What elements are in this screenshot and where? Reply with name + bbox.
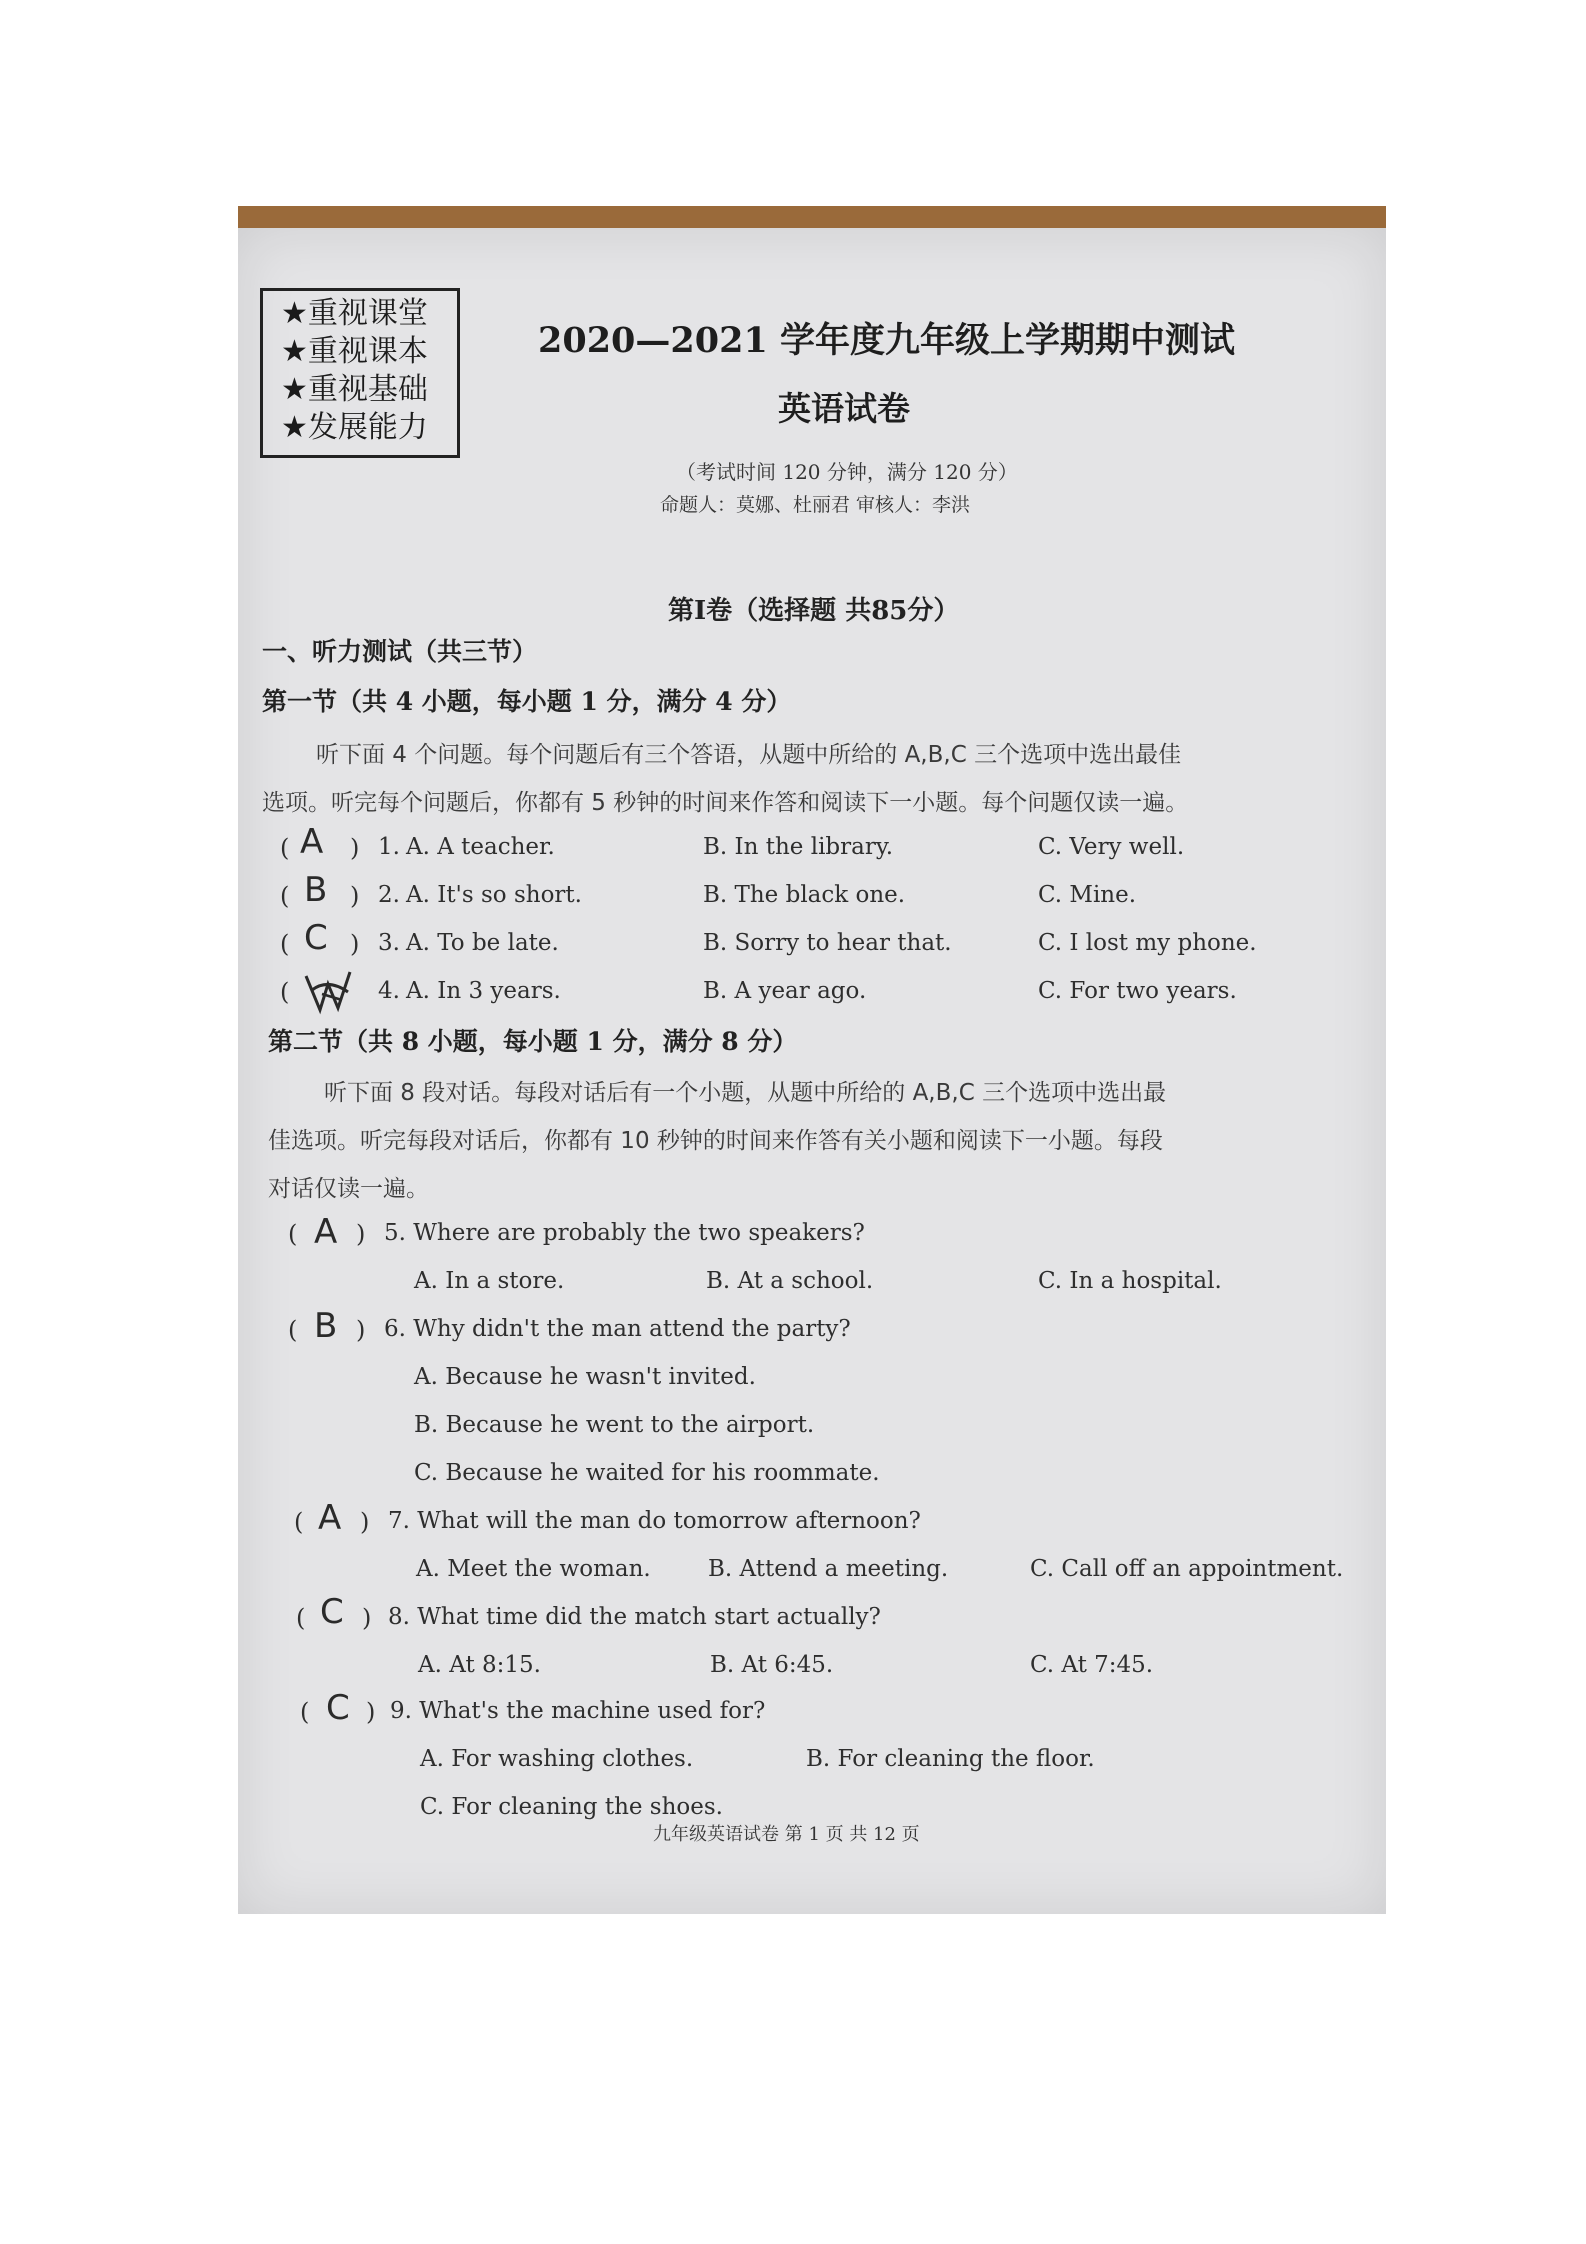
page-footer: 九年级英语试卷 第 1 页 共 12 页 xyxy=(653,1824,920,1845)
paren-open: ( xyxy=(280,882,290,910)
exam-authors: 命题人：莫娜、杜丽君 审核人：李洪 xyxy=(660,494,971,516)
paren-close: ) xyxy=(362,1604,372,1632)
option-c: C. Mine. xyxy=(1038,882,1137,908)
option-a: A. A teacher. xyxy=(406,834,555,860)
paren-open: ( xyxy=(288,1220,298,1248)
exam-paper xyxy=(238,206,1386,1914)
option-b: B. Attend a meeting. xyxy=(708,1556,949,1582)
handwritten-answer: A xyxy=(314,1212,338,1252)
option-c: C. Very well. xyxy=(1038,834,1185,860)
option-c: C. For cleaning the shoes. xyxy=(420,1794,723,1820)
paren-close: ) xyxy=(350,882,360,910)
option-b: B. For cleaning the floor. xyxy=(806,1746,1095,1772)
motto-line: ★重视课堂 xyxy=(281,296,428,331)
paren-close: ) xyxy=(350,834,360,862)
section1-heading: 第一节（共 4 小题，每小题 1 分，满分 4 分） xyxy=(262,687,792,716)
scribbled-answer-mark xyxy=(298,964,358,1018)
paren-close: ) xyxy=(360,1508,370,1536)
handwritten-answer: C xyxy=(326,1688,350,1728)
section-main-heading: 一、听力测试（共三节） xyxy=(262,637,538,666)
question-text: 6. Why didn't the man attend the party? xyxy=(384,1316,851,1342)
paren-open: ( xyxy=(280,834,290,862)
question-number: 3. xyxy=(378,930,400,956)
option-c: C. For two years. xyxy=(1038,978,1237,1004)
paren-open: ( xyxy=(280,978,290,1006)
handwritten-answer: B xyxy=(304,870,328,910)
section2-instruction: 听下面 8 段对话。每段对话后有一个小题，从题中所给的 A,B,C 三个选项中选出最 xyxy=(324,1080,1167,1106)
paren-close: ) xyxy=(350,930,360,958)
motto-line: ★重视课本 xyxy=(281,334,428,369)
option-b: B. Because he went to the airport. xyxy=(414,1412,815,1438)
handwritten-answer: A xyxy=(318,1498,342,1538)
question-number: 1. xyxy=(378,834,400,860)
exam-time-info: （考试时间 120 分钟，满分 120 分） xyxy=(676,460,1018,484)
exam-title: 2020—2021 学年度九年级上学期期中测试 xyxy=(538,320,1236,361)
handwritten-answer: C xyxy=(304,918,328,958)
option-b: B. Sorry to hear that. xyxy=(703,930,952,956)
paren-open: ( xyxy=(296,1604,306,1632)
option-c: C. At 7:45. xyxy=(1030,1652,1154,1678)
part-heading: 第Ⅰ卷（选择题 共85分） xyxy=(668,596,960,626)
handwritten-answer: B xyxy=(314,1306,338,1346)
option-c: C. Because he waited for his roommate. xyxy=(414,1460,880,1486)
section1-instruction: 听下面 4 个问题。每个问题后有三个答语，从题中所给的 A,B,C 三个选项中选出最佳 xyxy=(316,742,1182,768)
section2-heading: 第二节（共 8 小题，每小题 1 分，满分 8 分） xyxy=(268,1027,798,1056)
exam-subtitle: 英语试卷 xyxy=(778,389,910,428)
option-a: A. Meet the woman. xyxy=(416,1556,651,1582)
motto-line: ★重视基础 xyxy=(281,372,428,407)
motto-line: ★发展能力 xyxy=(281,410,428,445)
option-a: A. It's so short. xyxy=(406,882,582,908)
option-b: B. A year ago. xyxy=(703,978,867,1004)
option-a: A. To be late. xyxy=(406,930,559,956)
question-text: 9. What's the machine used for? xyxy=(390,1698,766,1724)
question-text: 7. What will the man do tomorrow afternoon? xyxy=(388,1508,921,1534)
option-a: A. In a store. xyxy=(414,1268,565,1294)
paren-close: ) xyxy=(356,1316,366,1344)
option-b: B. At 6:45. xyxy=(710,1652,834,1678)
option-b: B. The black one. xyxy=(703,882,906,908)
question-text: 8. What time did the match start actually? xyxy=(388,1604,881,1630)
option-a: A. At 8:15. xyxy=(418,1652,541,1678)
question-number: 4. xyxy=(378,978,400,1004)
option-a: A. For washing clothes. xyxy=(420,1746,694,1772)
paren-open: ( xyxy=(294,1508,304,1536)
option-a: A. In 3 years. xyxy=(406,978,561,1004)
motto-box xyxy=(260,288,460,458)
option-c: C. In a hospital. xyxy=(1038,1268,1222,1294)
option-b: B. At a school. xyxy=(706,1268,874,1294)
paren-close: ) xyxy=(356,1220,366,1248)
question-number: 2. xyxy=(378,882,400,908)
section2-instruction: 对话仅读一遍。 xyxy=(268,1176,429,1202)
option-a: A. Because he wasn't invited. xyxy=(414,1364,756,1390)
handwritten-answer: C xyxy=(320,1592,344,1632)
question-text: 5. Where are probably the two speakers? xyxy=(384,1220,865,1246)
option-b: B. In the library. xyxy=(703,834,894,860)
option-c: C. Call off an appointment. xyxy=(1030,1556,1344,1582)
paren-close: ) xyxy=(366,1698,376,1726)
paren-open: ( xyxy=(288,1316,298,1344)
option-c: C. I lost my phone. xyxy=(1038,930,1257,956)
paren-open: ( xyxy=(300,1698,310,1726)
section2-instruction: 佳选项。听完每段对话后，你都有 10 秒钟的时间来作答有关小题和阅读下一小题。每段 xyxy=(268,1128,1163,1154)
section1-instruction: 选项。听完每个问题后，你都有 5 秒钟的时间来作答和阅读下一小题。每个问题仅读一遍。 xyxy=(262,790,1189,816)
handwritten-answer: A xyxy=(300,822,324,862)
paren-open: ( xyxy=(280,930,290,958)
